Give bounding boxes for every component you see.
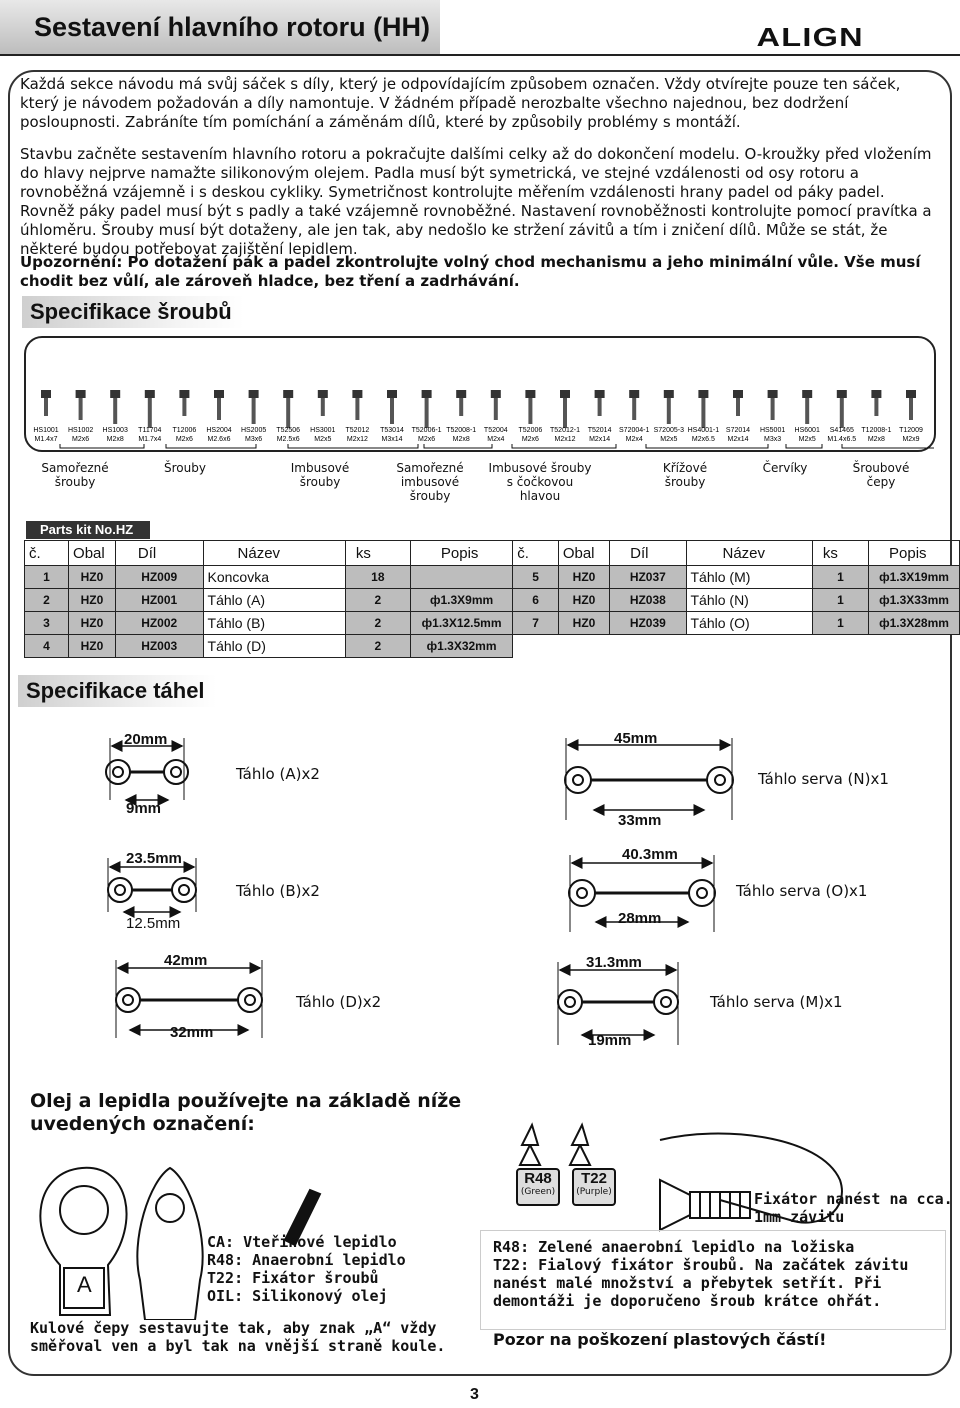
screw-head-icon bbox=[179, 390, 189, 398]
screw-category-label: Samořezné šrouby bbox=[41, 461, 109, 489]
screw-size: M2x8 bbox=[452, 436, 470, 443]
screw-code: HS4001-1 bbox=[687, 427, 720, 434]
screw-size: M2x12 bbox=[346, 436, 368, 443]
screw-head-icon bbox=[249, 390, 259, 398]
rod-m-outer: 31.3mm bbox=[586, 954, 642, 971]
screw-code: T12008-1 bbox=[861, 427, 892, 434]
screw-head-icon bbox=[871, 390, 881, 398]
screw-shaft-icon bbox=[840, 398, 844, 428]
col-header-part-2: Díl bbox=[610, 541, 686, 566]
screw-shaft-icon bbox=[736, 398, 740, 416]
screw-size: M1.4x7 bbox=[34, 436, 58, 443]
screw-size: M2x12 bbox=[554, 436, 576, 443]
screw-shaft-icon bbox=[598, 398, 602, 416]
category-bracket bbox=[646, 444, 768, 448]
screw-code: S72004-1 bbox=[619, 427, 650, 434]
screw-size: M2x14 bbox=[589, 436, 611, 443]
screw-shaft-icon bbox=[459, 398, 463, 416]
screw-category-label: Šroubové čepy bbox=[852, 461, 910, 489]
screw-size: M2x8 bbox=[867, 436, 885, 443]
screw-item bbox=[688, 390, 720, 443]
screw-code: S72014 bbox=[725, 427, 751, 434]
screw-code: T12006 bbox=[172, 427, 197, 434]
screw-head-icon bbox=[491, 390, 501, 398]
screw-size: M2x5 bbox=[314, 436, 332, 443]
r48-tube: R48 (Green) bbox=[516, 1168, 560, 1206]
screw-category-label: Šrouby bbox=[164, 461, 206, 475]
screw-head-icon bbox=[906, 390, 916, 398]
page-title: Sestavení hlavního rotoru (HH) bbox=[0, 0, 440, 54]
screw-code: T11704 bbox=[138, 427, 162, 434]
screws-section-title: Specifikace šroubů bbox=[22, 296, 244, 328]
ball-note: Kulové čepy sestavujte tak, aby znak „A“ vždy směřoval ven a byl tak na vnější straně koule. bbox=[30, 1319, 446, 1355]
screw-head-icon bbox=[41, 390, 51, 398]
glue-title-line-2: uvedených označení: bbox=[30, 1113, 255, 1135]
screw-head-icon bbox=[595, 390, 605, 398]
screw-item bbox=[726, 390, 750, 443]
screw-shaft-icon bbox=[701, 398, 705, 428]
rods-section-title: Specifikace táhel bbox=[18, 675, 217, 707]
table-row: 3 HZ0 HZ002 Táhlo (B) 2 ф1.3X12.5mm 7 HZ0 HZ039 Táhlo (O) 1 ф1.3X28mm bbox=[25, 612, 960, 635]
screw-head-icon bbox=[283, 390, 293, 398]
rod-d-label: Táhlo (D)x2 bbox=[296, 993, 382, 1011]
screw-shaft-icon bbox=[113, 398, 117, 424]
screw-code: HS2004 bbox=[206, 427, 232, 434]
screw-head-icon bbox=[76, 390, 86, 398]
rod-m-inner: 19mm bbox=[588, 1032, 632, 1049]
col-header-pack-2: Obal bbox=[558, 541, 609, 566]
screw-code: T52004 bbox=[483, 427, 508, 434]
screw-size: M2x6.5 bbox=[691, 436, 715, 443]
screw-category-label: Samořezné imbusové šrouby bbox=[396, 461, 464, 503]
glue-title-line-1: Olej a lepidla používejte na základě níže bbox=[30, 1090, 462, 1112]
screw-item bbox=[138, 390, 161, 443]
screw-head-icon bbox=[145, 390, 155, 398]
r48-note: R48: Zelené anaerobní lepidlo na ložiska bbox=[493, 1238, 855, 1256]
screw-shaft-icon bbox=[44, 398, 48, 416]
screw-code: T52014 bbox=[587, 427, 612, 434]
screw-code: HS3001 bbox=[310, 427, 336, 434]
table-row: 4 HZ0 HZ003 Táhlo (D) 2 ф1.3X32mm bbox=[25, 635, 960, 658]
screw-shaft-icon bbox=[771, 398, 775, 420]
rod-n-inner: 33mm bbox=[618, 812, 662, 829]
screw-item bbox=[760, 390, 785, 443]
screw-size: M3x14 bbox=[381, 436, 403, 443]
screw-code: T52506 bbox=[276, 427, 301, 434]
screw-code: T52012-1 bbox=[550, 427, 580, 434]
rod-b-inner: 12.5mm bbox=[126, 915, 181, 932]
screw-size: M2.5x6 bbox=[276, 436, 300, 443]
t22-tube: T22 (Purple) bbox=[572, 1168, 616, 1206]
screw-item bbox=[346, 390, 370, 443]
screw-shaft-icon bbox=[321, 398, 325, 416]
rod-b-label: Táhlo (B)x2 bbox=[236, 882, 320, 900]
brand-logo: ALIGN bbox=[756, 22, 864, 52]
screw-head-icon bbox=[664, 390, 674, 398]
rod-a-inner: 9mm bbox=[126, 800, 162, 817]
table-header-row bbox=[25, 541, 960, 566]
screw-item bbox=[412, 390, 442, 443]
screws-figure bbox=[24, 336, 936, 452]
screw-size: M2x6 bbox=[175, 436, 193, 443]
screw-category-label: Imbusové šrouby s čočkovou hlavou bbox=[488, 461, 592, 503]
col-header-no-2: č. bbox=[513, 541, 559, 566]
screw-shaft-icon bbox=[909, 398, 913, 420]
screw-size: M2x4 bbox=[625, 436, 643, 443]
screw-item bbox=[619, 390, 649, 443]
rod-b-outer: 23.5mm bbox=[126, 850, 182, 867]
screw-code: T12009 bbox=[899, 427, 923, 434]
screw-item bbox=[861, 390, 891, 443]
parts-kit-title: Parts kit No.HZ bbox=[26, 521, 150, 539]
screw-head-icon bbox=[837, 390, 847, 398]
screw-code: S41465 bbox=[829, 427, 854, 434]
category-bracket bbox=[288, 444, 418, 448]
screw-category-label: Imbusové šrouby bbox=[290, 461, 350, 489]
page-number: 3 bbox=[470, 1386, 479, 1403]
screw-code: HS1001 bbox=[33, 427, 59, 434]
col-header-no: č. bbox=[25, 541, 69, 566]
screw-item bbox=[550, 390, 580, 443]
screw-code: HS1002 bbox=[67, 427, 94, 434]
category-bracket bbox=[842, 444, 934, 448]
screw-size: M3x3 bbox=[764, 436, 782, 443]
screw-head-icon bbox=[698, 390, 708, 398]
col-header-name: Název bbox=[203, 541, 345, 566]
screw-size: M2x9 bbox=[902, 436, 920, 443]
screw-code: T52006 bbox=[518, 427, 543, 434]
category-bracket bbox=[786, 444, 822, 448]
rod-a-outer: 20mm bbox=[124, 731, 168, 748]
screw-shaft-icon bbox=[79, 398, 83, 420]
screw-size: M2x6 bbox=[521, 436, 539, 443]
screw-head-icon bbox=[733, 390, 743, 398]
col-header-desc-2: Popis bbox=[869, 541, 960, 566]
screw-shaft-icon bbox=[494, 398, 498, 420]
table-row: 2 HZ0 HZ001 Táhlo (A) 2 ф1.3X9mm 6 HZ0 HZ038 Táhlo (N) 1 ф1.3X33mm bbox=[25, 589, 960, 612]
screw-size: M1.4x6.5 bbox=[827, 436, 857, 443]
screw-item bbox=[899, 390, 923, 443]
screw-item bbox=[827, 390, 856, 443]
screws-svg bbox=[26, 338, 934, 450]
screw-code: T52008-1 bbox=[446, 427, 477, 434]
screw-size: M1.7x4 bbox=[138, 436, 162, 443]
screw-code: T53014 bbox=[380, 427, 404, 434]
screw-item bbox=[795, 390, 820, 443]
warning-paragraph: Upozornění: Po dotažení pák a padel zkontrolujte volný chod mechanismu a jeho minimální vůle. Vše musí chodit bez vůlí, ale zároveň hladce, bez tření a zadrhávání. bbox=[20, 253, 921, 290]
header-rule bbox=[0, 54, 960, 56]
screw-item bbox=[276, 390, 300, 443]
screw-shaft-icon bbox=[182, 398, 186, 416]
screw-shaft-icon bbox=[286, 398, 290, 428]
screw-item bbox=[588, 390, 612, 443]
rod-o-outer: 40.3mm bbox=[622, 846, 678, 863]
screw-item bbox=[206, 390, 231, 443]
rod-d-outer: 42mm bbox=[164, 952, 208, 969]
rod-m-label: Táhlo serva (M)x1 bbox=[710, 993, 843, 1011]
screw-shaft-icon bbox=[563, 398, 567, 428]
screw-item bbox=[310, 390, 335, 443]
screw-size: M2x5 bbox=[798, 436, 816, 443]
t22-note: T22: Fialový fixátor šroubů. Na začátek závitu nanést malé množství a přebytek setřít. Při demontáži je doporučeno šroub krátce ohřát. bbox=[493, 1256, 909, 1310]
screw-shaft-icon bbox=[528, 398, 532, 424]
screw-shaft-icon bbox=[148, 398, 152, 428]
screw-size: M3x6 bbox=[245, 436, 263, 443]
screw-shaft-icon bbox=[355, 398, 359, 420]
screw-head-icon bbox=[629, 390, 639, 398]
screw-size: M2.6x6 bbox=[207, 436, 231, 443]
screw-shaft-icon bbox=[632, 398, 636, 420]
screw-head-icon bbox=[352, 390, 362, 398]
screw-code: T52006-1 bbox=[411, 427, 442, 434]
screw-code: S72005-3 bbox=[653, 427, 684, 434]
screw-size: M2x14 bbox=[727, 436, 749, 443]
col-header-qty-2: ks bbox=[812, 541, 868, 566]
screw-shaft-icon bbox=[425, 398, 429, 428]
intro-paragraph-1: Každá sekce návodu má svůj sáček s díly, který je odpovídajícím způsobem označen. Vždy otvírejte pouze ten sáček, který je návodem požadován a díly namontuje. V žádném případě nerozbalte všechno najednou, bez dodržení posloupnosti. Zabráníte tím pomíchání a záměnám dílů, které by způsobily problémy s montáží. bbox=[20, 75, 901, 131]
screw-size: M2x4 bbox=[487, 436, 505, 443]
fixator-note: Fixátor nanést na cca. 1mm závitu bbox=[754, 1190, 953, 1226]
screw-item bbox=[484, 390, 508, 443]
rod-d-inner: 32mm bbox=[170, 1024, 214, 1041]
screw-size: M2x5 bbox=[660, 436, 678, 443]
col-header-desc: Popis bbox=[410, 541, 512, 566]
screw-head-icon bbox=[214, 390, 224, 398]
screw-item bbox=[654, 390, 684, 443]
category-bracket bbox=[166, 444, 256, 448]
rod-n-label: Táhlo serva (N)x1 bbox=[758, 770, 889, 788]
screw-head-icon bbox=[110, 390, 120, 398]
plastic-warning: Pozor na poškození plastových částí! bbox=[493, 1330, 827, 1349]
category-bracket bbox=[512, 444, 616, 448]
glue-legend: CA: Vteřinové lepidlo R48: Anaerobní lepidlo T22: Fixátor šroubů OIL: Silikonový olej bbox=[207, 1233, 406, 1305]
screw-category-label: Křížové šrouby bbox=[662, 461, 708, 489]
screw-item bbox=[380, 390, 404, 443]
screw-size: M2x6 bbox=[418, 436, 436, 443]
rod-o-label: Táhlo serva (O)x1 bbox=[736, 882, 868, 900]
parts-kit-table bbox=[24, 540, 960, 658]
table-row: 1 HZ0 HZ009 Koncovka 18 5 HZ0 HZ037 Táhlo (M) 1 ф1.3X19mm bbox=[25, 566, 960, 589]
screw-code: T52012 bbox=[345, 427, 370, 434]
screw-code: HS6001 bbox=[794, 427, 820, 434]
screw-shaft-icon bbox=[874, 398, 878, 416]
screw-shaft-icon bbox=[252, 398, 256, 424]
screw-size: M2x8 bbox=[106, 436, 124, 443]
screw-head-icon bbox=[768, 390, 778, 398]
screw-item bbox=[173, 390, 197, 443]
screw-head-icon bbox=[802, 390, 812, 398]
screw-size: M2x6 bbox=[72, 436, 90, 443]
screw-item bbox=[68, 390, 93, 443]
screw-item bbox=[103, 390, 128, 443]
screw-shaft-icon bbox=[667, 398, 671, 424]
screw-shaft-icon bbox=[390, 398, 394, 424]
col-header-pack: Obal bbox=[69, 541, 116, 566]
screw-category-label: Červíky bbox=[762, 461, 808, 475]
rod-a-label: Táhlo (A)x2 bbox=[236, 765, 320, 783]
screw-head-icon bbox=[560, 390, 570, 398]
screw-head-icon bbox=[456, 390, 466, 398]
screw-item bbox=[519, 390, 543, 443]
rod-n-outer: 45mm bbox=[614, 730, 658, 747]
col-header-qty: ks bbox=[345, 541, 410, 566]
screw-code: HS5001 bbox=[759, 427, 786, 434]
col-header-name-2: Název bbox=[686, 541, 812, 566]
col-header-part: Díl bbox=[115, 541, 203, 566]
screw-item bbox=[446, 390, 476, 443]
screw-item bbox=[241, 390, 266, 443]
screw-code: HS2005 bbox=[240, 427, 267, 434]
intro-paragraph-2: Stavbu začněte sestavením hlavního rotoru a pokračujte dalšími celky až do dokončení modelu. O-kroužky před vložením do hlavy nejprve namažte silikonovým olejem. Padla musí být symetrická, ve stejné vzdálenosti od osy rotoru a rovnoběžná vzájemně i s deskou cykliky. Symetričnost kontrolujte měřením vzdálenosti hrany padel od páky padel. Rovněž páky padel musí být s padly a také vzájemně rovnoběžné. Nastavení rovnoběžnosti kontrolujte pomocí pravítka a úhloměru. Šrouby musí být dotaženy, ale jen tak, aby nedošlo ke stržení závitů a tím i zničení dílů. Může se stát, že některé budou potřebovat zajištění lepidlem. bbox=[20, 145, 932, 258]
screw-code: HS1003 bbox=[102, 427, 128, 434]
screw-shaft-icon bbox=[805, 398, 809, 424]
screw-head-icon bbox=[422, 390, 432, 398]
screw-head-icon bbox=[525, 390, 535, 398]
screw-head-icon bbox=[318, 390, 328, 398]
rod-o-inner: 28mm bbox=[618, 910, 662, 927]
screw-shaft-icon bbox=[217, 398, 221, 420]
ball-letter: A bbox=[77, 1272, 92, 1297]
category-bracket bbox=[424, 444, 492, 448]
screw-item bbox=[33, 390, 58, 443]
screw-head-icon bbox=[387, 390, 397, 398]
category-bracket bbox=[60, 444, 144, 448]
